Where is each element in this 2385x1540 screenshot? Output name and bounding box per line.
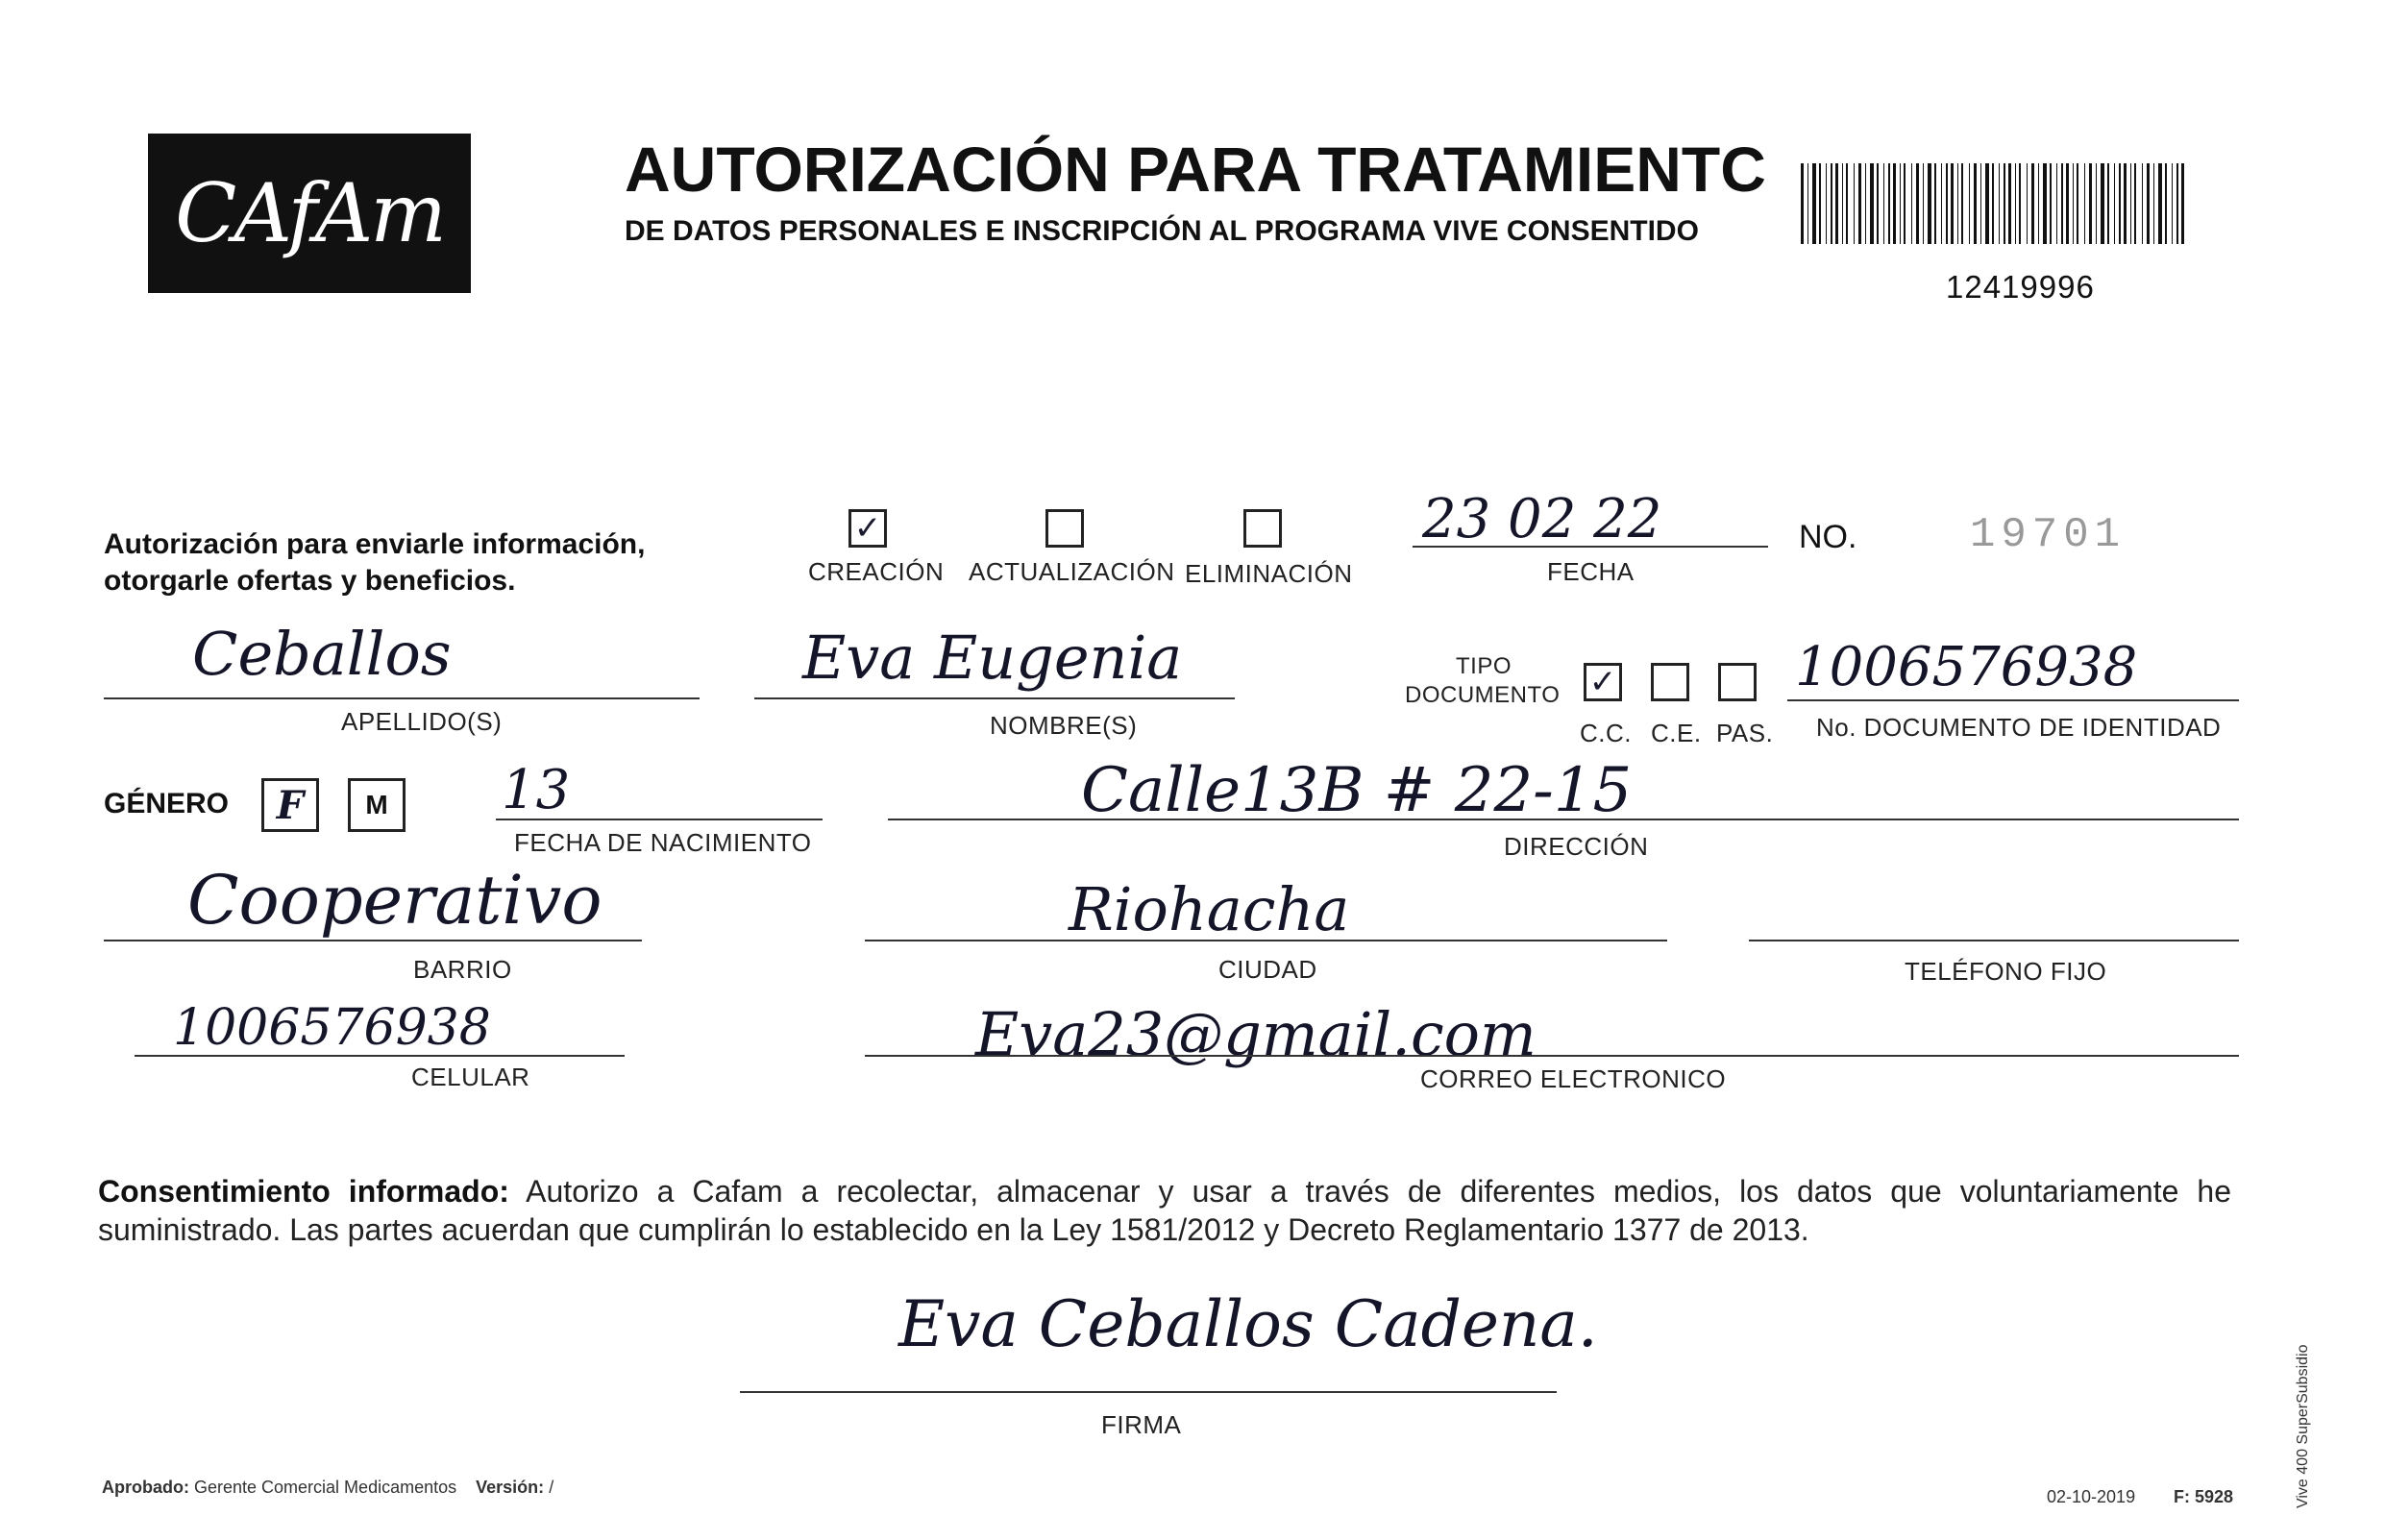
apellidos-label: APELLIDO(S)	[341, 707, 503, 736]
no-value: 19701	[1970, 511, 2127, 559]
no-label: NO.	[1799, 519, 1857, 555]
footer-date: 02-10-2019	[2047, 1487, 2136, 1506]
creacion-checkbox[interactable]	[848, 509, 887, 548]
barcode-number: 12419996	[1946, 269, 2095, 305]
barrio-label: BARRIO	[413, 955, 512, 984]
genero-f-mark: F	[276, 782, 305, 828]
consent-heading: Consentimiento informado:	[98, 1174, 509, 1209]
logo-text: CAfAm	[175, 166, 444, 260]
ciudad-underline	[865, 940, 1667, 941]
cafam-logo	[148, 134, 471, 293]
genero-m-label: M	[365, 790, 388, 819]
document-subtitle: DE DATOS PERSONALES E INSCRIPCIÓN AL PROGRAMA VIVE CONSENTIDO	[625, 215, 1699, 247]
intro-line-2: otorgarle ofertas y beneficios.	[104, 565, 516, 597]
document-title: AUTORIZACIÓN PARA TRATAMIENTC	[625, 134, 1766, 205]
consent-paragraph	[98, 1172, 2231, 1249]
direccion-underline	[888, 819, 2239, 820]
eliminacion-label: ELIMINACIÓN	[1185, 559, 1353, 588]
fecha-nacimiento-label: FECHA DE NACIMIENTO	[514, 828, 812, 857]
celular-value[interactable]: 1006576938	[173, 999, 491, 1057]
fecha-underline	[1413, 546, 1768, 548]
fecha-nacimiento-value[interactable]: 13	[502, 759, 571, 821]
signature: Eva Ceballos Cadena.	[898, 1287, 1598, 1361]
actualizacion-checkbox[interactable]	[1045, 509, 1084, 548]
direccion-label: DIRECCIÓN	[1504, 832, 1649, 861]
intro-text	[104, 526, 645, 599]
intro-line-1: Autorización para enviarle información,	[104, 528, 646, 560]
documento-value[interactable]: 1006576938	[1795, 636, 2138, 698]
cc-checkbox[interactable]	[1584, 663, 1622, 701]
fecha-nacimiento-underline	[496, 819, 823, 820]
aprobado-label: Aprobado:	[102, 1478, 189, 1497]
nombres-label: NOMBRE(S)	[990, 711, 1138, 740]
celular-label: CELULAR	[411, 1063, 530, 1091]
fecha-label: FECHA	[1547, 557, 1635, 586]
firma-underline	[740, 1391, 1557, 1393]
aprobado-value: Gerente Comercial Medicamentos	[194, 1478, 457, 1497]
creacion-label: CREACIÓN	[808, 557, 945, 586]
ce-checkbox[interactable]	[1651, 663, 1689, 701]
pas-checkbox[interactable]	[1718, 663, 1757, 701]
correo-label: CORREO ELECTRONICO	[1420, 1064, 1727, 1093]
telefono-label: TELÉFONO FIJO	[1905, 957, 2107, 986]
genero-m-checkbox[interactable]	[348, 778, 406, 832]
footer-form-code: F: 5928	[2174, 1487, 2234, 1506]
creacion-check-mark: ✓	[853, 509, 882, 548]
consent-text: Autorizo a Cafam a recolectar, almacenar y usar a través de diferentes medios, los datos que voluntariamente he suministrado. Las partes acuerdan que cumplirán lo establecido en la Ley 1581/2012 y Decreto Reglamentario 1377 de 2013.	[98, 1174, 2232, 1247]
fecha-value[interactable]: 23 02 22	[1422, 488, 1662, 550]
ce-label: C.E.	[1651, 719, 1702, 747]
barcode	[1801, 163, 2185, 244]
barrio-value[interactable]: Cooperativo	[187, 861, 602, 940]
apellidos-value[interactable]: Ceballos	[192, 619, 452, 689]
footer-aprobado	[102, 1478, 553, 1498]
correo-value[interactable]: Eva23@gmail.com	[975, 999, 1537, 1069]
telefono-underline	[1749, 940, 2239, 941]
eliminacion-checkbox[interactable]	[1243, 509, 1282, 548]
tipo-documento-label-2: DOCUMENTO	[1405, 682, 1561, 708]
barrio-underline	[104, 940, 642, 941]
genero-f-checkbox[interactable]	[261, 778, 319, 832]
correo-underline	[865, 1055, 2239, 1057]
firma-label: FIRMA	[1101, 1410, 1182, 1439]
actualizacion-label: ACTUALIZACIÓN	[969, 557, 1175, 586]
nombres-underline	[754, 697, 1235, 699]
ciudad-label: CIUDAD	[1218, 955, 1317, 984]
version-value: /	[549, 1478, 554, 1497]
ciudad-value[interactable]: Riohacha	[1069, 874, 1350, 944]
vertical-side-text: Vive 400 SuperSubsidio	[2295, 1344, 2311, 1508]
celular-underline	[135, 1055, 625, 1057]
cc-label: C.C.	[1580, 719, 1632, 747]
cc-check-mark: ✓	[1588, 663, 1617, 701]
documento-label: No. DOCUMENTO DE IDENTIDAD	[1816, 713, 2222, 742]
apellidos-underline	[104, 697, 700, 699]
direccion-value[interactable]: Calle13B # 22-15	[1081, 755, 1633, 826]
tipo-documento-label-1: TIPO	[1456, 653, 1512, 679]
nombres-value[interactable]: Eva Eugenia	[802, 623, 1183, 693]
genero-label: GÉNERO	[104, 788, 230, 819]
pas-label: PAS.	[1716, 719, 1774, 747]
version-label: Versión:	[476, 1478, 545, 1497]
documento-underline	[1787, 699, 2239, 701]
